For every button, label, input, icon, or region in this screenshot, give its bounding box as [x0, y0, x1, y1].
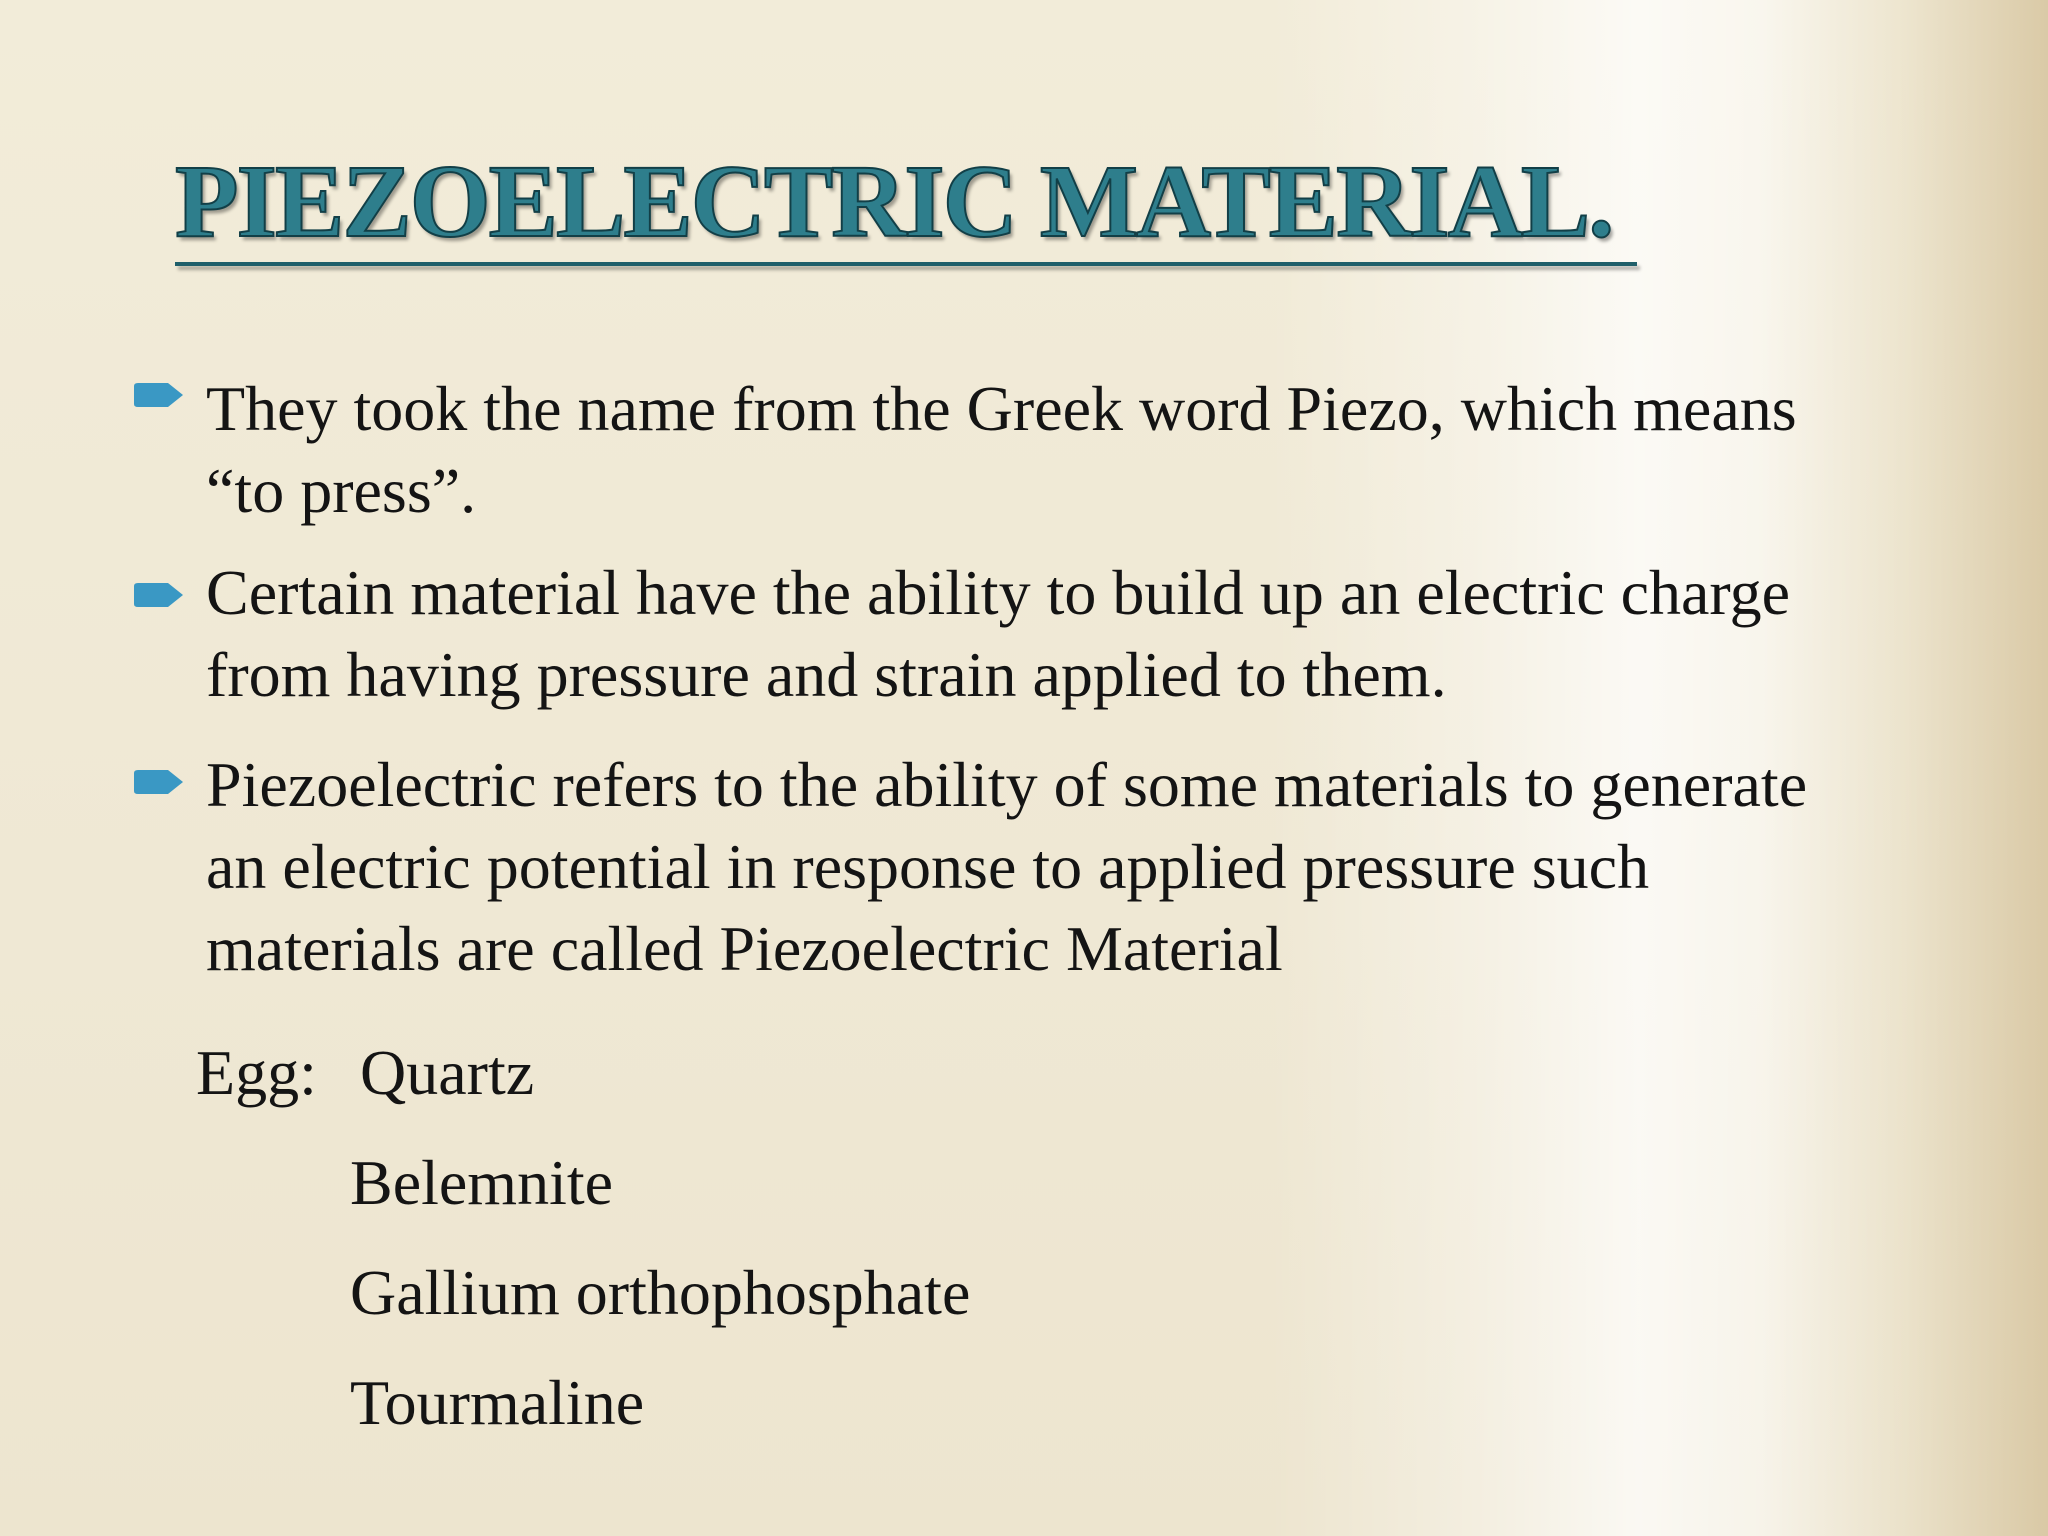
bullet-text: They took the name from the Greek word Piezo, which means “to press”. — [206, 373, 1797, 526]
slide-title: PIEZOELECTRIC MATERIAL. — [175, 144, 1613, 259]
bullet-text: Piezoelectric refers to the ability of some materials to generate an electric potential in response to applied pressure such materials are called Piezoelectric Material — [206, 749, 1808, 984]
example-item: Tourmaline — [350, 1367, 645, 1438]
example-item: Belemnite — [350, 1147, 614, 1218]
example-item: Quartz — [360, 1037, 535, 1108]
example-item: Gallium orthophosphate — [350, 1257, 971, 1328]
arrow-right-icon — [134, 382, 184, 408]
arrow-right-icon — [134, 582, 184, 608]
bullet-text: Certain material have the ability to build up an electric charge from having pressure and strain applied to them. — [206, 557, 1790, 710]
title-underline — [175, 262, 1637, 266]
arrow-right-icon — [134, 769, 184, 795]
examples-label: Egg: — [196, 1037, 317, 1108]
